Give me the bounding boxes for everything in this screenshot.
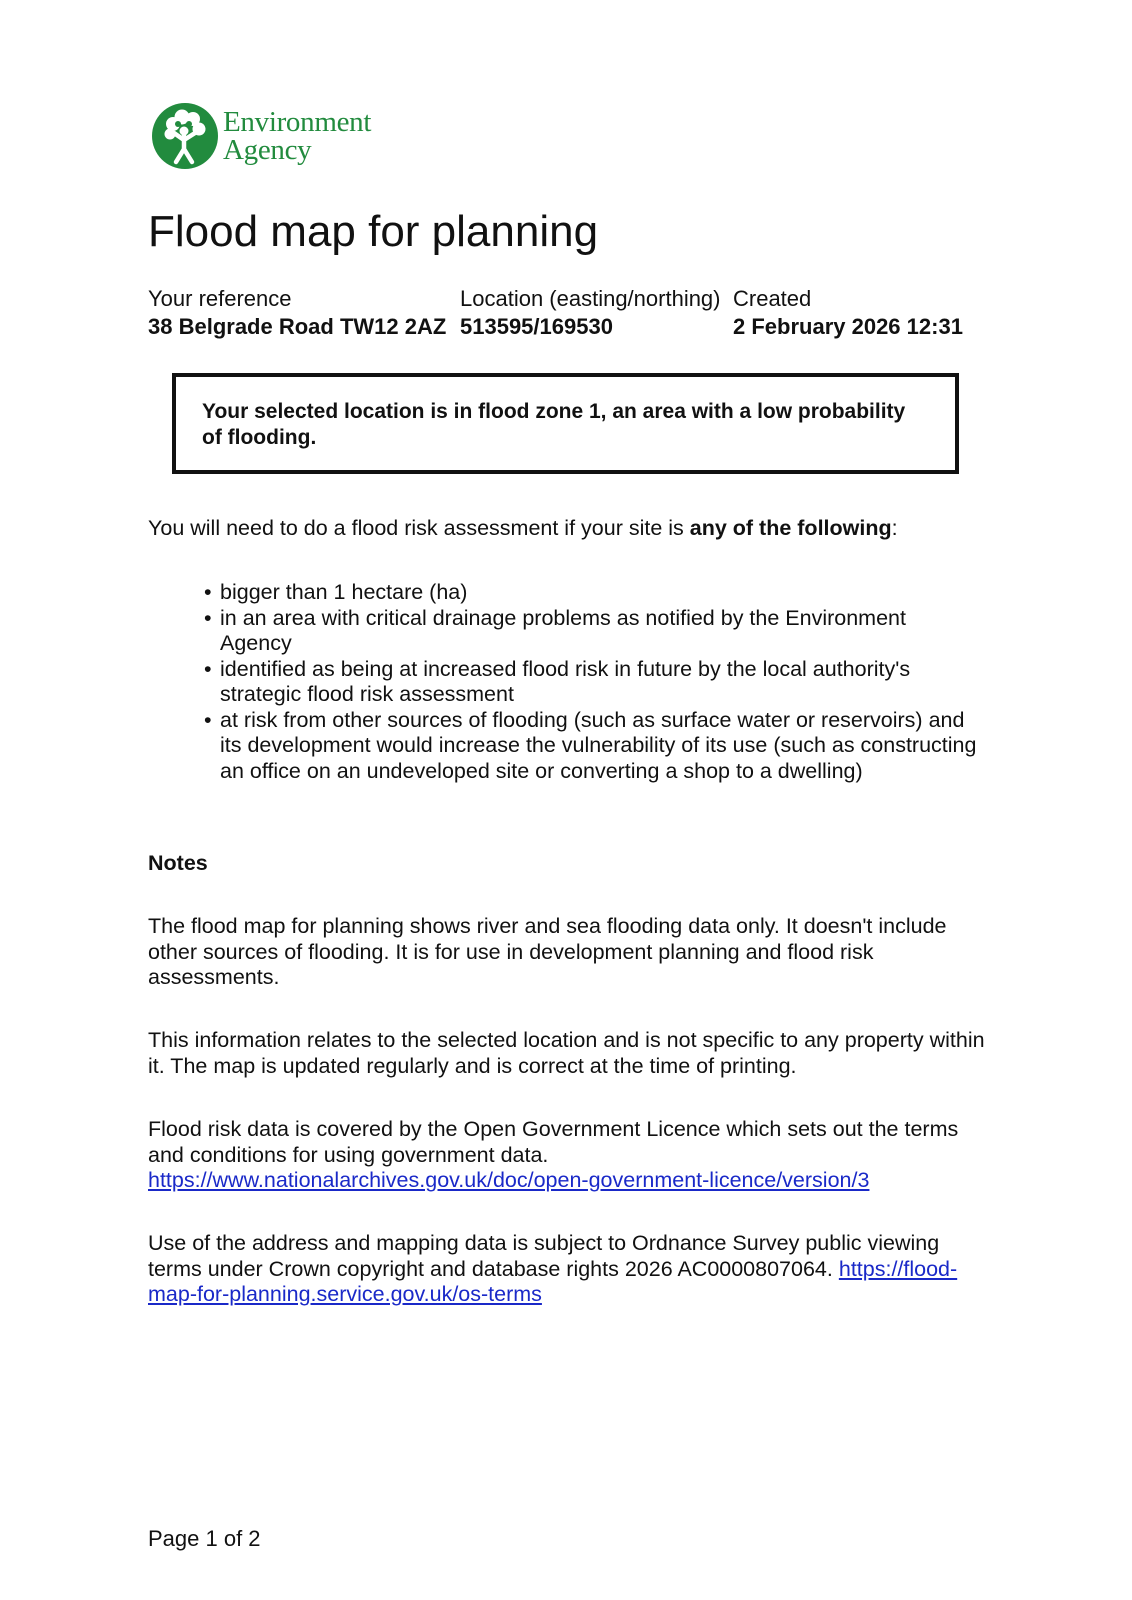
reference-label: Your reference (148, 286, 292, 311)
notes-paragraph-4 (148, 1231, 988, 1308)
location-value: 513595/169530 (460, 314, 613, 339)
page-number: Page 1 of 2 (148, 1526, 261, 1551)
fra-intro-prefix: You will need to do a flood risk assessment if your site is (148, 516, 690, 540)
notes-paragraph-2: This information relates to the selected location and is not specific to any property within it. The map is updated regularly and is correct at the time of printing. (148, 1028, 985, 1078)
created-value: 2 February 2026 12:31 (733, 314, 963, 339)
fra-intro (148, 516, 988, 542)
environment-agency-logo (151, 102, 371, 170)
logo-line-1: Environment (223, 106, 372, 138)
page-title: Flood map for planning (148, 207, 599, 256)
flood-zone-notice-text: Your selected location is in flood zone 1, an area with a low probability of flooding. (202, 400, 906, 449)
reference-value: 38 Belgrade Road TW12 2AZ (148, 314, 447, 339)
fra-conditions-list (202, 580, 982, 784)
fra-intro-emphasis: any of the following (689, 516, 892, 540)
flood-zone-notice (172, 373, 959, 474)
tree-person-emblem-icon (151, 102, 219, 170)
logo-line-2: Agency (223, 134, 312, 166)
notes-heading: Notes (148, 851, 208, 875)
created-label: Created (733, 286, 812, 311)
logo-wordmark (223, 108, 371, 164)
list-item: • identified as being at increased flood risk in future by the local authority's strategic flood risk assessment (202, 657, 982, 708)
list-item: • at risk from other sources of flooding (such as surface water or reservoirs) and its development would increase the vulnerability of its use (such as constructing an office on an undeveloped site or converting a shop to a dwelling) (202, 708, 982, 785)
notes-paragraph-3 (148, 1117, 988, 1194)
open-government-licence-link[interactable]: https://www.nationalarchives.gov.uk/doc/open-government-licence/version/3 (148, 1168, 870, 1192)
notes-paragraph-1: The flood map for planning shows river and sea flooding data only. It doesn't include other sources of flooding. It is for use in development planning and flood risk assessments. (148, 914, 947, 989)
licence-text: Flood risk data is covered by the Open Government Licence which sets out the terms and conditions for using government data. (148, 1117, 959, 1167)
os-terms-link[interactable]: https://flood-map-for-planning.service.gov.uk/os-terms (148, 1256, 958, 1306)
list-item: • in an area with critical drainage problems as notified by the Environment Agency (202, 606, 982, 657)
location-label: Location (easting/northing) (460, 286, 721, 311)
os-terms-text: Use of the address and mapping data is subject to Ordnance Survey public viewing terms under Crown copyright and database rights 2026 AC0000807064. (148, 1231, 940, 1281)
fra-intro-suffix: : (891, 516, 898, 540)
list-item: • bigger than 1 hectare (ha) (202, 580, 982, 606)
